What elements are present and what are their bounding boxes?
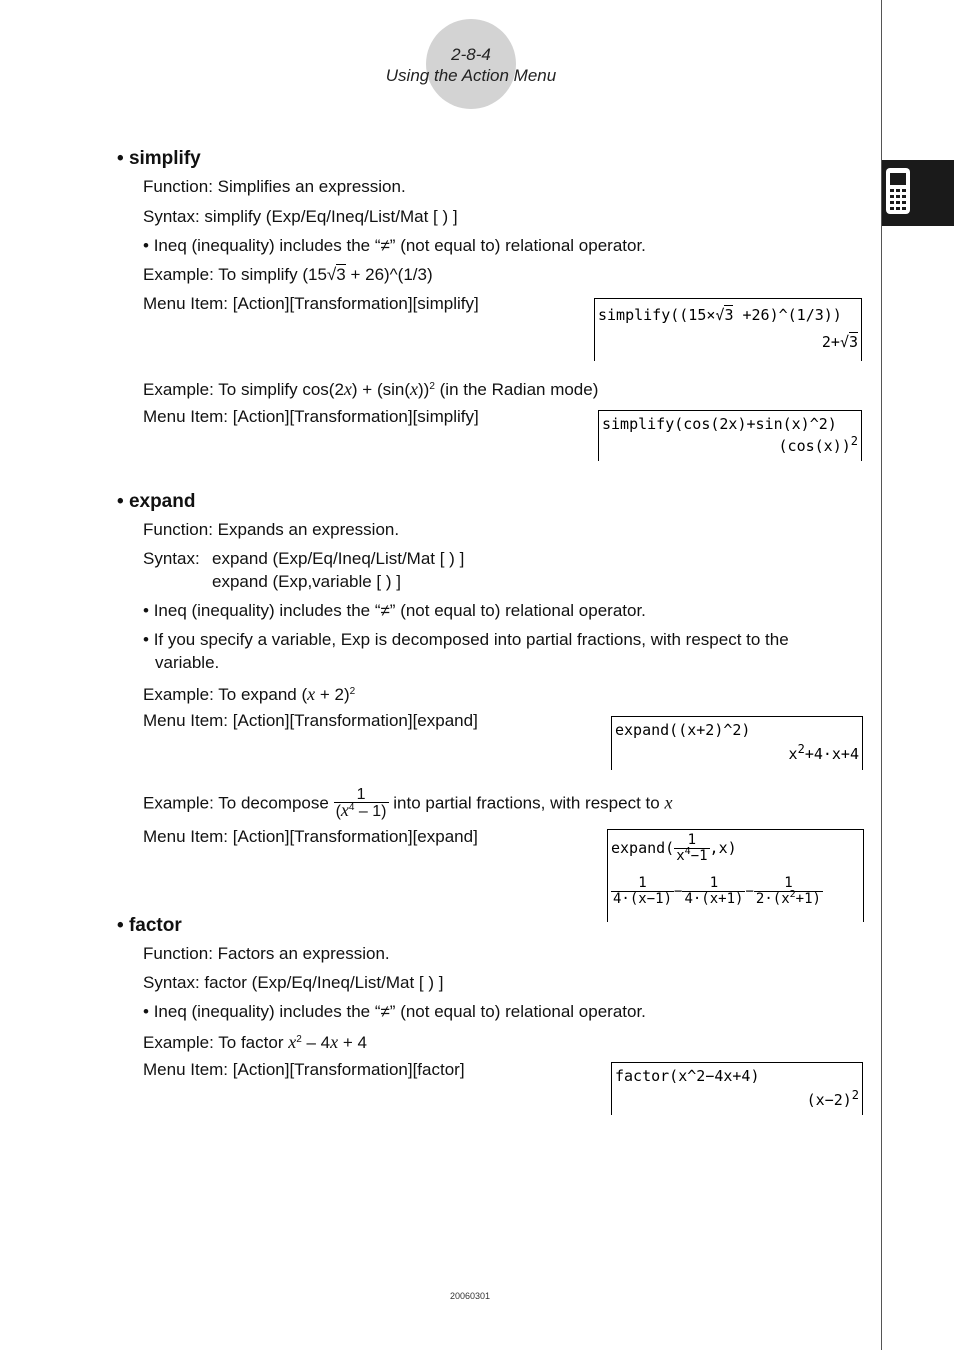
expand-note-2: • If you specify a variable, Exp is decomposed into partial fractions, with respect to the <box>143 630 789 649</box>
screen-input: expand( $\frac{1}{x^4-1}$ ,x) <box>611 832 737 864</box>
bullet: • <box>117 148 124 169</box>
expand-menu-1: Menu Item: [Action][Transformation][expand] <box>143 711 478 730</box>
factor-note: • Ineq (inequality) includes the “≠” (not equal to) relational operator. <box>143 1002 646 1021</box>
screen-output: $\frac{1}{4\cdot(x-1)}$ − $\frac{1}{4\cdot(x+1)}$ − $\frac{1}{2\cdot(x^2+1)}$ <box>613 875 821 907</box>
expand-syntax-label: Syntax: <box>143 549 200 568</box>
calculator-screen-expand-1 <box>611 716 863 770</box>
simplify-heading <box>117 148 201 170</box>
simplify-example-1 <box>143 265 433 285</box>
simplify-function: Function: Simplifies an expression. <box>143 177 406 196</box>
screen-output: $(\cos(x))^2$ <box>778 434 858 455</box>
fraction: $\frac{1}{(x^4 - 1)}$ <box>335 786 387 820</box>
footer-code: 20060301 <box>449 1291 491 1301</box>
calculator-tab <box>882 160 954 226</box>
calculator-screen-simplify-2 <box>598 410 862 461</box>
screen-output: 2+√3 <box>821 333 858 351</box>
expand-note-1: • Ineq (inequality) includes the “≠” (not equal to) relational operator. <box>143 601 646 620</box>
screen-output: $x^2+4\cdot x+4$ <box>788 742 859 763</box>
factor-syntax: Syntax: factor (Exp/Eq/Ineq/List/Mat [ ) ] <box>143 973 444 992</box>
page-title: Using the Action Menu <box>385 66 557 85</box>
calculator-screen-expand-2 <box>607 829 864 922</box>
expand-function: Function: Expands an expression. <box>143 520 400 539</box>
expand-example-2: Example: To decompose $\frac{1}{(x^4 - 1)}$ into partial fractions, with respect to x <box>143 786 673 820</box>
screen-input: factor(x^2−4x+4) <box>615 1067 760 1085</box>
simplify-syntax: Syntax: simplify (Exp/Eq/Ineq/List/Mat [ ) ] <box>143 207 458 226</box>
text: Example: To simplify (15 <box>143 265 327 284</box>
calculator-icon <box>882 160 954 226</box>
expand-menu-2: Menu Item: [Action][Transformation][expand] <box>143 827 478 846</box>
expand-syntax-1: expand (Exp/Eq/Ineq/List/Mat [ ) ] <box>212 549 465 568</box>
screen-input: simplify((15×√3 +26)^(1/3)) <box>598 306 842 324</box>
calculator-screen-factor-1 <box>611 1062 863 1115</box>
screen-input: simplify(cos(2x)+sin(x)^2) <box>602 415 837 433</box>
sqrt-sign: √ <box>326 265 337 284</box>
simplify-menu-1: Menu Item: [Action][Transformation][simplify] <box>143 294 479 313</box>
text: + 26)^(1/3) <box>345 265 433 284</box>
bullet: • <box>117 491 124 512</box>
expand-note-2-cont: variable. <box>155 653 220 672</box>
root-value: 3 <box>336 265 346 284</box>
bullet: • <box>143 236 149 255</box>
expand-heading <box>117 491 195 513</box>
heading-text: simplify <box>128 148 201 169</box>
simplify-example-2: Example: To simplify $\cos(2x) + (\sin(x))^2$ (in the Radian mode) <box>143 379 599 399</box>
page-number: 2-8-4 <box>451 45 491 64</box>
expand-syntax-2: expand (Exp,variable [ ) ] <box>212 572 401 591</box>
expand-example-1: Example: To expand $(x + 2)^2$ <box>143 684 356 704</box>
factor-menu-1: Menu Item: [Action][Transformation][factor] <box>143 1060 465 1079</box>
simplify-note <box>143 236 646 256</box>
screen-input: expand((x+2)^2) <box>615 721 751 739</box>
factor-heading: • factor <box>117 915 182 936</box>
factor-example-1: Example: To factor $x^2 - 4x + 4$ <box>143 1032 367 1052</box>
calculator-screen-simplify-1 <box>594 298 862 361</box>
heading-text: expand <box>128 491 196 512</box>
screen-output: $(x-2)^2$ <box>806 1088 859 1109</box>
note-text: Ineq (inequality) includes the “≠” (not equal to) relational operator. <box>153 236 646 255</box>
factor-function: Function: Factors an expression. <box>143 944 390 963</box>
simplify-menu-2: Menu Item: [Action][Transformation][simplify] <box>143 407 479 426</box>
